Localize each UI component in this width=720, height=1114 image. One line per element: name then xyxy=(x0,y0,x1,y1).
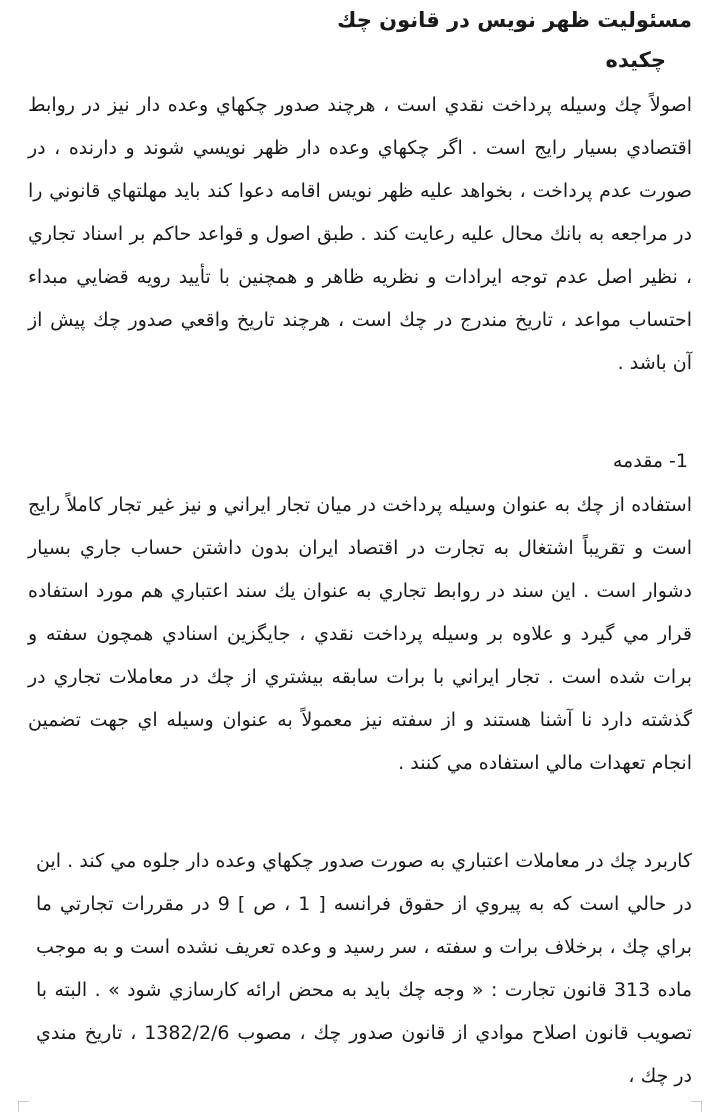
page-corner-mark-right xyxy=(691,1101,702,1112)
abstract-heading: چكيده xyxy=(605,48,666,72)
page-corner-mark-left xyxy=(18,1101,29,1112)
document-title: مسئوليت ظهر نويس در قانون چك xyxy=(337,8,692,32)
section-heading-introduction: 1- مقدمه xyxy=(612,450,688,472)
abstract-paragraph: اصولاً چك وسيله پرداخت نقدي است ، هرچند صدور چكهاي وعده دار نيز در روابط اقتصادي بسيار رايج است . اگر چكهاي وعده دار ظهر نويسي شوند و دارنده ، در صورت عدم پرداخت ، بخواهد عليه ظهر نويس اقامه دعوا كند بايد مهلتهاي قانوني را در مراجعه به بانك محال عليه رعايت كند . طبق اصول و قواعد حاكم بر اسناد تجاري ، نظير اصل عدم توجه ايرادات و نظريه ظاهر و همچنين با تأييد رويه قضايي مبداء احتساب مواعد ، تاريخ مندرج در چك است ، هرچند تاريخ واقعي صدور چك پيش از آن باشد . xyxy=(28,94,692,374)
introduction-paragraph-1: استفاده از چك به عنوان وسيله پرداخت در ميان تجار ايراني و نيز غير تجار كاملاً رايج است و تقريباً اشتغال به تجارت در اقتصاد ايران بدون داشتن حساب جاري بسيار دشوار است . اين سند در روابط تجاري به عنوان يك سند اعتباري هم مورد استفاده قرار مي گيرد و علاوه بر وسيله پرداخت نقدي ، جايگزين اسنادي همچون سفته و برات شده است . تجار ايراني با برات سابقه بيشتري از چك در معاملات تجاري در گذشته دارد نا آشنا هستند و از سفته نيز معمولاً به عنوان وسيله اي جهت تضمين انجام تعهدات مالي استفاده مي كنند . xyxy=(28,494,692,774)
introduction-paragraph-2: كاربرد چك در معاملات اعتباري به صورت صدور چكهاي وعده دار جلوه مي كند . اين در حالي است كه به پيروي از حقوق فرانسه [ 1 ، ص ] 9 در مقررات تجارتي ما براي چك ، برخلاف برات و سفته ، سر رسيد و وعده تعريف نشده است و به موجب ماده 313 قانون تجارت : « وجه چك بايد به محض ارائه كارسازي شود » . البته با تصويب قانون اصلاح موادي از قانون صدور چك ، مصوب 1382/2/6 ، تاريخ مندي در چك ، xyxy=(36,850,693,1087)
